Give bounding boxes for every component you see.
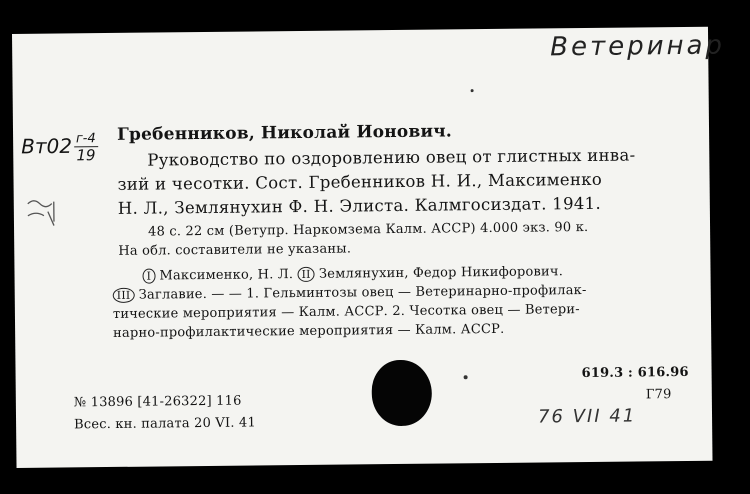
tracing-number: I (142, 269, 155, 284)
tracing-line-1 (142, 264, 563, 283)
classification-code: 619.3 : 616.96 (581, 364, 689, 382)
entry-author-heading: Гребенников, Николай Ионович. (116, 121, 453, 145)
speck (464, 375, 468, 379)
tracing-line-4: нарно-профилактические мероприятия — Калм. АССР. (113, 321, 505, 341)
tracing-text: Заглавие. — — 1. Гельминтозы овец — Ветеринарно-профилак- (134, 282, 587, 303)
record-number: № 13896 [41-26322] 116 (73, 393, 242, 411)
handwritten-subject: Ветеринар (550, 30, 726, 63)
tracing-line-2 (113, 283, 587, 303)
shelfmark-denominator: 19 (76, 146, 96, 165)
handwritten-date: 76 VII 41 (537, 405, 637, 428)
shelfmark-fraction (74, 132, 98, 164)
catalog-card (12, 27, 726, 468)
tracing-line-3: тические мероприятия — Калм. АССР. 2. Чесотка овец — Ветери- (112, 302, 580, 322)
shelfmark-prefix: Вт02 (21, 133, 73, 159)
speck (471, 89, 474, 92)
shelfmark (21, 132, 98, 165)
entry-description-line-2: На обл. составители не указаны. (118, 241, 352, 259)
tracing-number: III (113, 288, 135, 303)
tracing-number: II (297, 267, 314, 282)
tracing-text: Максименко, Н. Л. (155, 267, 298, 284)
ink-blot (371, 360, 432, 427)
book-chamber-stamp: Всес. кн. палата 20 VI. 41 (74, 415, 257, 433)
entry-body-line-1: Руководство по оздоровлению овец от глистных инва- (147, 145, 636, 170)
entry-description-line-1: 48 с. 22 см (Ветупр. Наркомзема Калм. АССР) 4.000 экз. 90 к. (148, 219, 589, 240)
tracing-text: Землянухин, Федор Никифорович. (314, 264, 564, 282)
handwritten-margin-mark (24, 193, 66, 233)
shelfmark-numerator: г-4 (74, 132, 98, 147)
author-mark: Г79 (645, 387, 672, 403)
entry-body-line-2: зий и чесотки. Сост. Гребенников Н. И., Максименко (117, 169, 603, 194)
entry-body-line-3: Н. Л., Землянухин Ф. Н. Элиста. Калмгосиздат. 1941. (117, 193, 602, 218)
